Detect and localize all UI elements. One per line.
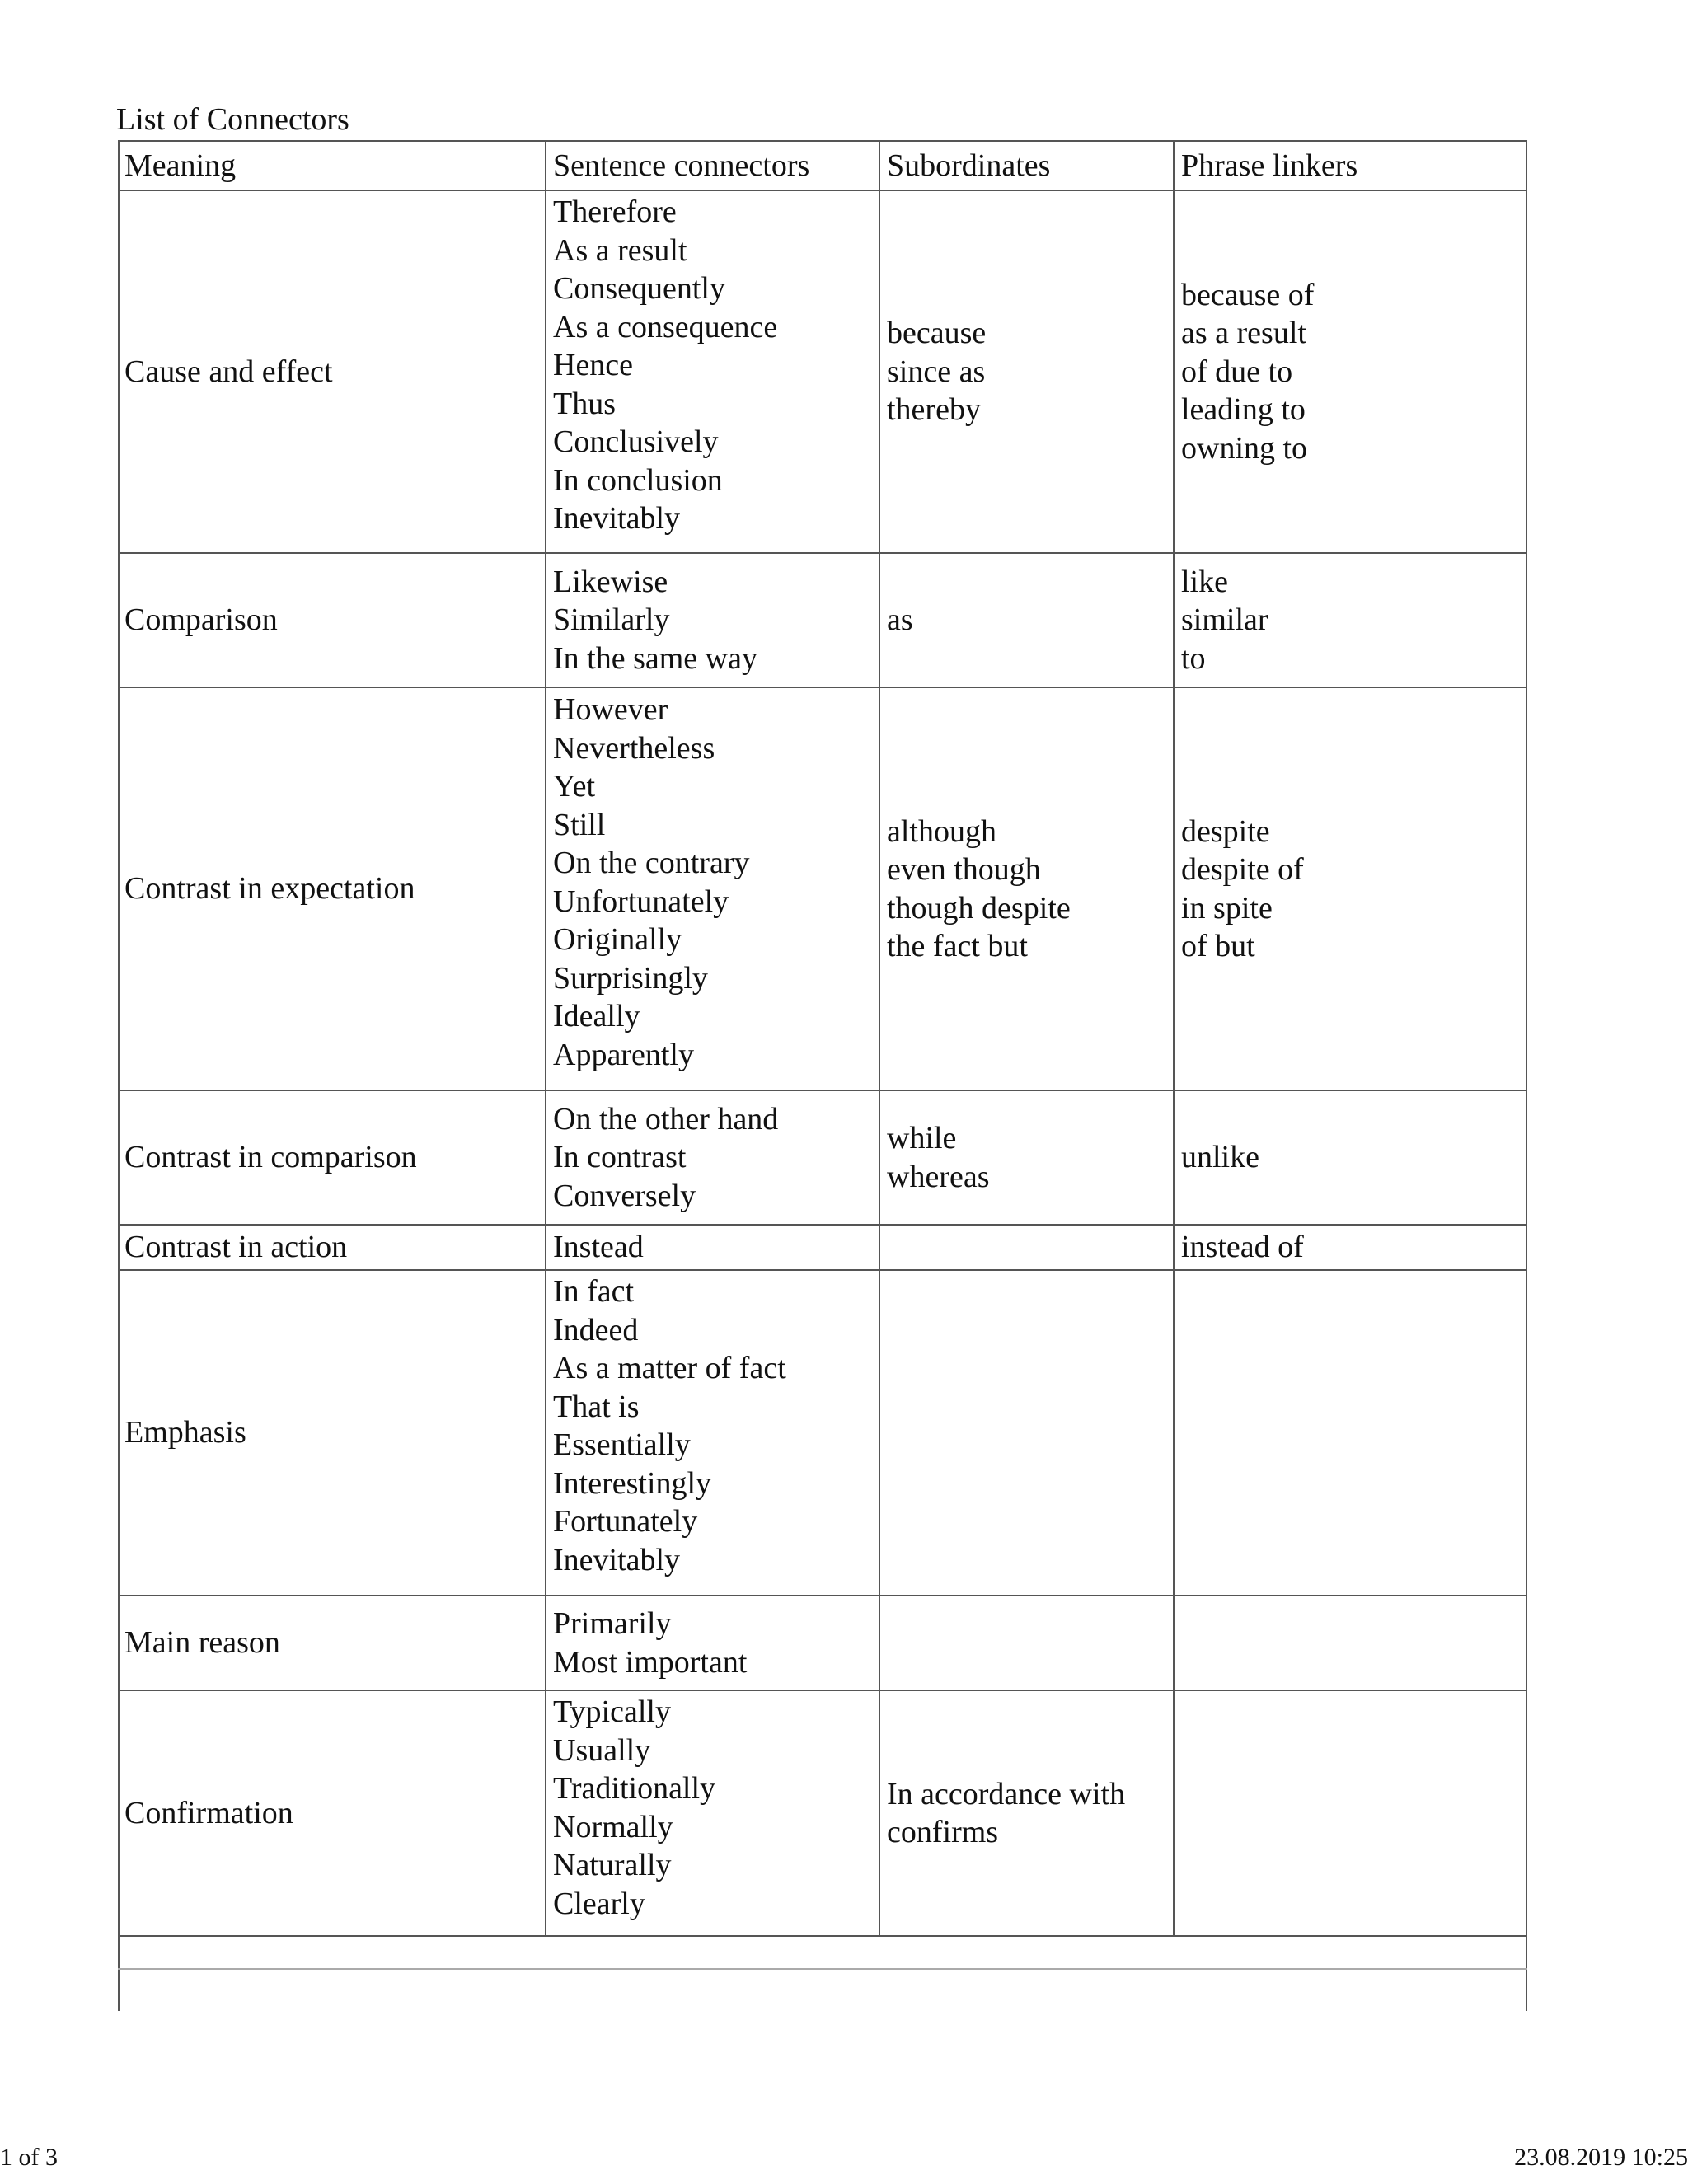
- list-item: because: [887, 316, 987, 351]
- table-row-meaning: Contrast in comparison: [124, 1140, 417, 1175]
- row-divider-5: [118, 1269, 1527, 1271]
- list-item: Clearly: [553, 1886, 645, 1921]
- table-border-top: [118, 140, 1527, 142]
- phrase-linkers-cell: [1181, 554, 1268, 687]
- list-item: Most important: [553, 1644, 748, 1680]
- list-item: Originally: [553, 922, 682, 957]
- table-border-right: [1526, 140, 1527, 2011]
- subordinates-cell: [887, 191, 986, 552]
- header-meaning: Meaning: [124, 148, 237, 183]
- row-divider-1: [118, 552, 1527, 554]
- print-datetime: 23.08.2019 10:25: [1514, 2144, 1688, 2171]
- table-row-meaning: Contrast in action: [124, 1230, 348, 1265]
- column-divider-2: [879, 140, 880, 1937]
- list-item: despite of: [1181, 852, 1304, 887]
- list-item: On the contrary: [553, 846, 750, 880]
- list-item: Therefore: [553, 194, 677, 229]
- list-item: Conversely: [553, 1178, 696, 1213]
- list-item: Consequently: [553, 271, 725, 306]
- header-subordinates: Subordinates: [887, 148, 1051, 183]
- list-item: Instead: [553, 1230, 644, 1265]
- table-row-meaning: Emphasis: [124, 1415, 246, 1451]
- phrase-linkers-cell: [1181, 1091, 1259, 1224]
- table-row-meaning: Contrast in expectation: [124, 871, 415, 907]
- list-item: though despite: [887, 890, 1071, 926]
- table-row-meaning: Main reason: [124, 1625, 280, 1661]
- list-item: unlike: [1181, 1140, 1259, 1175]
- list-item: as a result: [1181, 316, 1306, 351]
- list-item: In accordance with: [887, 1776, 1126, 1811]
- list-item: In contrast: [553, 1140, 687, 1175]
- phrase-linkers-cell: [1181, 191, 1314, 552]
- page-number: 1 of 3: [0, 2144, 58, 2171]
- list-item: On the other hand: [553, 1101, 779, 1137]
- column-divider-3: [1173, 140, 1175, 1937]
- list-item: Apparently: [553, 1037, 694, 1072]
- list-item: Yet: [553, 769, 596, 804]
- list-item: Thus: [553, 386, 616, 421]
- list-item: because of: [1181, 277, 1315, 312]
- list-item: Unfortunately: [553, 883, 729, 919]
- list-item: Conclusively: [553, 424, 719, 459]
- subordinates-cell: [887, 554, 913, 687]
- list-item: Indeed: [553, 1312, 639, 1347]
- table-border-left: [118, 140, 120, 2011]
- list-item: Primarily: [553, 1606, 672, 1641]
- subordinates-cell: [887, 688, 1071, 1090]
- phrase-linkers-cell: [1181, 688, 1304, 1090]
- list-item: Usually: [553, 1732, 651, 1768]
- list-item: As a result: [553, 232, 687, 268]
- table-row-meaning: Confirmation: [124, 1795, 293, 1830]
- list-item: Still: [553, 807, 606, 842]
- list-item: Fortunately: [553, 1504, 698, 1539]
- list-item: similar: [1181, 602, 1268, 638]
- list-item: while: [887, 1121, 957, 1155]
- phrase-linkers-cell: [1181, 1226, 1304, 1269]
- list-item: Traditionally: [553, 1771, 716, 1806]
- list-item: In fact: [553, 1274, 635, 1309]
- list-item: since as: [887, 354, 986, 389]
- list-item: whereas: [887, 1159, 990, 1194]
- list-item: despite: [1181, 813, 1270, 849]
- list-item: That is: [553, 1389, 640, 1424]
- list-item: confirms: [887, 1815, 999, 1849]
- sentence-connectors-cell: [553, 1596, 747, 1690]
- column-divider-1: [545, 140, 546, 1937]
- list-item: although: [887, 813, 996, 849]
- table-row-meaning: Comparison: [124, 602, 278, 638]
- list-item: As a consequence: [553, 309, 778, 344]
- list-item: instead of: [1181, 1230, 1304, 1265]
- sentence-connectors-cell: [553, 1693, 715, 1923]
- list-item: Essentially: [553, 1427, 691, 1462]
- sentence-connectors-cell: [553, 1091, 778, 1224]
- row-divider-6: [118, 1595, 1527, 1596]
- list-item: of due to: [1181, 354, 1293, 389]
- list-item: In the same way: [553, 640, 757, 676]
- list-item: Normally: [553, 1809, 673, 1844]
- list-item: Inevitably: [553, 501, 681, 536]
- list-item: owning to: [1181, 430, 1308, 466]
- list-item: However: [553, 692, 668, 727]
- list-item: Naturally: [553, 1848, 672, 1882]
- header-sentence-connectors: Sentence connectors: [553, 148, 810, 183]
- list-item: Nevertheless: [553, 730, 715, 766]
- list-item: Typically: [553, 1694, 671, 1729]
- list-item: Surprisingly: [553, 960, 708, 996]
- list-item: even though: [887, 852, 1041, 887]
- row-divider-9: [118, 1968, 1527, 1970]
- list-item: Ideally: [553, 999, 640, 1033]
- list-item: like: [1181, 564, 1228, 599]
- sentence-connectors-cell: [553, 193, 777, 538]
- list-item: in spite: [1181, 890, 1273, 926]
- list-item: Similarly: [553, 602, 670, 638]
- sentence-connectors-cell: [553, 691, 749, 1074]
- row-divider-8: [118, 1935, 1527, 1937]
- list-item: thereby: [887, 392, 981, 428]
- page-title: List of Connectors: [116, 102, 349, 137]
- list-item: In conclusion: [553, 462, 723, 498]
- list-item: Likewise: [553, 564, 668, 599]
- list-item: the fact but: [887, 929, 1028, 963]
- sentence-connectors-cell: [553, 1272, 786, 1579]
- table-row-meaning: Cause and effect: [124, 354, 333, 389]
- row-divider-7: [118, 1690, 1527, 1691]
- list-item: leading to: [1181, 392, 1306, 428]
- header-phrase-linkers: Phrase linkers: [1181, 148, 1358, 183]
- list-item: Hence: [553, 348, 634, 382]
- sentence-connectors-cell: [553, 1226, 644, 1269]
- list-item: Inevitably: [553, 1542, 681, 1577]
- list-item: Interestingly: [553, 1465, 712, 1501]
- list-item: as: [887, 602, 913, 638]
- connectors-table: [118, 140, 1527, 2011]
- subordinates-cell: [887, 1691, 1125, 1935]
- list-item: As a matter of fact: [553, 1351, 786, 1385]
- list-item: to: [1181, 640, 1206, 676]
- sentence-connectors-cell: [553, 554, 757, 687]
- list-item: of but: [1181, 929, 1255, 963]
- subordinates-cell: [887, 1091, 989, 1224]
